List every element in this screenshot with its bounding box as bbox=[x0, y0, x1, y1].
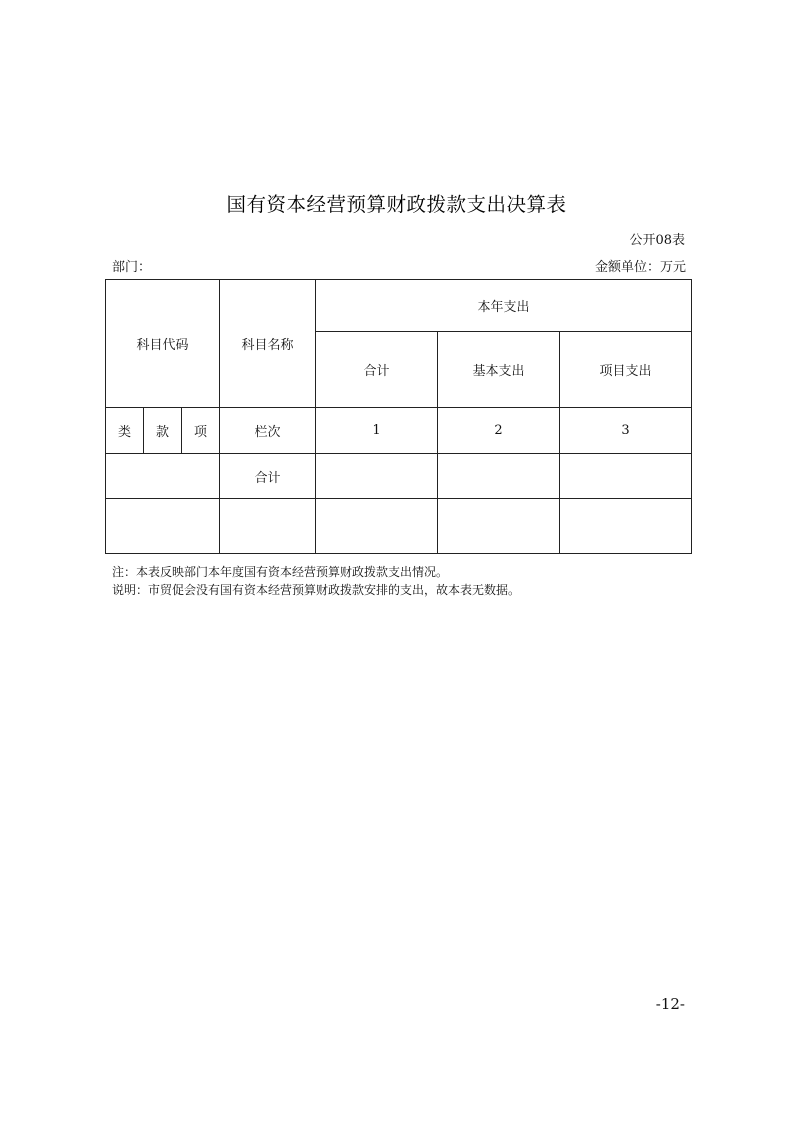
index-col3: 3 bbox=[560, 408, 692, 454]
table-explanation: 说明：市贸促会没有国有资本经营预算财政拨款安排的支出，故本表无数据。 bbox=[112, 583, 521, 597]
index-row bbox=[106, 408, 692, 454]
index-category: 类 bbox=[106, 408, 144, 454]
index-item: 项 bbox=[182, 408, 220, 454]
empty-row-basic bbox=[438, 499, 560, 554]
header-basic-expense: 基本支出 bbox=[438, 332, 560, 408]
page-title: 国有资本经营预算财政拨款支出决算表 bbox=[226, 193, 567, 216]
department-label: 部门： bbox=[112, 260, 152, 275]
index-column-label: 栏次 bbox=[220, 408, 316, 454]
header-subject-name: 科目名称 bbox=[220, 280, 316, 408]
expense-table bbox=[105, 279, 692, 554]
index-col2: 2 bbox=[438, 408, 560, 454]
empty-row-code bbox=[106, 499, 220, 554]
empty-row bbox=[106, 499, 692, 554]
header-project-expense: 项目支出 bbox=[560, 332, 692, 408]
total-row-basic bbox=[438, 454, 560, 499]
total-row-label: 合计 bbox=[220, 454, 316, 499]
index-section: 款 bbox=[144, 408, 182, 454]
table-note: 注：本表反映部门本年度国有资本经营预算财政拨款支出情况。 bbox=[112, 565, 449, 579]
empty-row-name bbox=[220, 499, 316, 554]
empty-row-project bbox=[560, 499, 692, 554]
empty-row-total bbox=[316, 499, 438, 554]
total-row-total bbox=[316, 454, 438, 499]
header-row-top bbox=[106, 280, 692, 332]
header-current-year-expense: 本年支出 bbox=[316, 280, 692, 332]
total-row-project bbox=[560, 454, 692, 499]
unit-label: 金额单位：万元 bbox=[594, 260, 686, 275]
index-col1: 1 bbox=[316, 408, 438, 454]
page-number: -12- bbox=[655, 995, 685, 1013]
header-subject-code: 科目代码 bbox=[106, 280, 220, 408]
total-row bbox=[106, 454, 692, 499]
header-total: 合计 bbox=[316, 332, 438, 408]
total-row-code bbox=[106, 454, 220, 499]
form-code: 公开08表 bbox=[629, 233, 685, 248]
